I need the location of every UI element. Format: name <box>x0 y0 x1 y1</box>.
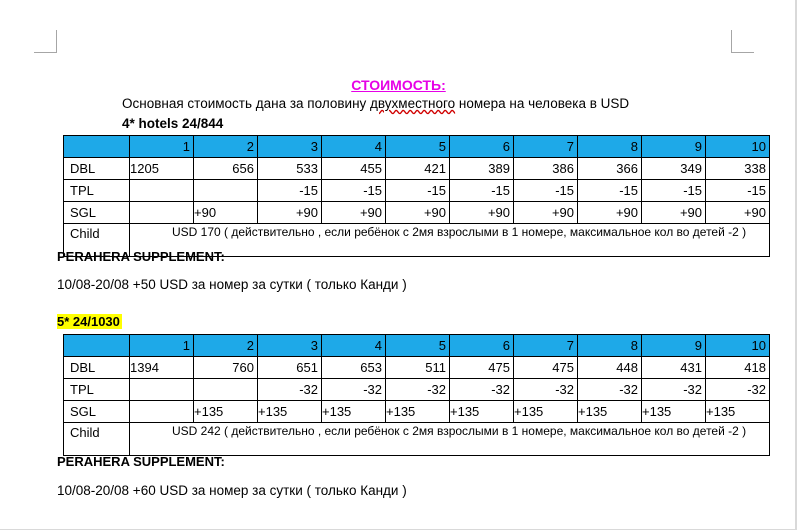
price-description <box>122 96 629 111</box>
price-cell: -32 <box>642 379 706 401</box>
price-cell: -15 <box>450 180 514 202</box>
subtitle-text-2: номера на человека в USD <box>455 96 630 111</box>
price-cell: +135 <box>258 401 322 423</box>
row-label: TPL <box>64 379 130 401</box>
header-cell: 1 <box>130 136 194 158</box>
child-note: USD 170 ( действительно , если ребёнок с 2мя взрослыми в 1 номере, максимальное кол во детей -2 ) <box>130 224 770 257</box>
supplement-title: PERAHERA SUPPLEMENT: <box>57 454 225 469</box>
section-heading-5star: 5* 24/1030 <box>57 314 120 329</box>
row-label: TPL <box>64 180 130 202</box>
header-cell: 6 <box>450 136 514 158</box>
header-cell: 7 <box>514 335 578 357</box>
price-cell: -15 <box>514 180 578 202</box>
header-cell: 10 <box>706 136 770 158</box>
price-cell: +90 <box>514 202 578 224</box>
header-cell: 2 <box>194 136 258 158</box>
price-cell: +90 <box>642 202 706 224</box>
price-cell: 656 <box>194 158 258 180</box>
price-cell: 338 <box>706 158 770 180</box>
price-cell: 389 <box>450 158 514 180</box>
document-title: СТОИМОСТЬ: <box>351 77 446 93</box>
header-cell: 4 <box>322 335 386 357</box>
spellcheck-word: двухместного <box>370 96 456 111</box>
price-cell: -15 <box>386 180 450 202</box>
price-cell <box>194 180 258 202</box>
header-cell <box>64 335 130 357</box>
table-row-dbl <box>64 357 770 379</box>
header-cell: 8 <box>578 335 642 357</box>
table-row-sgl <box>64 202 770 224</box>
row-label: SGL <box>64 401 130 423</box>
row-label: DBL <box>64 357 130 379</box>
table-row-child <box>64 423 770 456</box>
row-label: Child <box>64 423 130 456</box>
price-cell: +90 <box>386 202 450 224</box>
table-header-row <box>64 335 770 357</box>
header-cell: 4 <box>322 136 386 158</box>
price-cell: -32 <box>386 379 450 401</box>
child-note: USD 242 ( действительно , если ребёнок с 2мя взрослыми в 1 номере, максимальное кол во детей -2 ) <box>130 423 770 456</box>
price-cell: 475 <box>450 357 514 379</box>
price-cell <box>130 202 194 224</box>
row-label: DBL <box>64 158 130 180</box>
price-cell: -32 <box>258 379 322 401</box>
price-cell: 386 <box>514 158 578 180</box>
price-cell <box>130 379 194 401</box>
price-table-4star <box>63 135 770 257</box>
header-cell: 5 <box>386 335 450 357</box>
price-cell: +90 <box>258 202 322 224</box>
price-cell: +90 <box>194 202 258 224</box>
price-cell: -15 <box>578 180 642 202</box>
price-cell: +135 <box>706 401 770 423</box>
price-cell: 421 <box>386 158 450 180</box>
price-cell: 455 <box>322 158 386 180</box>
crop-mark-top-left <box>34 30 57 53</box>
price-cell: +135 <box>322 401 386 423</box>
price-cell: +135 <box>642 401 706 423</box>
price-cell: +135 <box>450 401 514 423</box>
table-row-sgl <box>64 401 770 423</box>
price-cell: -15 <box>642 180 706 202</box>
price-cell <box>130 180 194 202</box>
price-cell <box>130 401 194 423</box>
price-cell: +135 <box>514 401 578 423</box>
price-cell: +90 <box>450 202 514 224</box>
price-cell: 760 <box>194 357 258 379</box>
crop-mark-top-right <box>731 30 754 53</box>
price-cell: +135 <box>386 401 450 423</box>
header-cell: 5 <box>386 136 450 158</box>
price-cell: 475 <box>514 357 578 379</box>
header-cell: 9 <box>642 335 706 357</box>
table-row-tpl <box>64 379 770 401</box>
table-header-row <box>64 136 770 158</box>
header-cell: 10 <box>706 335 770 357</box>
price-cell: 366 <box>578 158 642 180</box>
price-cell: +90 <box>322 202 386 224</box>
header-cell: 7 <box>514 136 578 158</box>
header-cell: 3 <box>258 136 322 158</box>
price-cell: +135 <box>578 401 642 423</box>
header-cell: 6 <box>450 335 514 357</box>
price-cell: 448 <box>578 357 642 379</box>
price-cell <box>194 379 258 401</box>
price-cell: -15 <box>258 180 322 202</box>
row-label: SGL <box>64 202 130 224</box>
price-cell: 653 <box>322 357 386 379</box>
price-cell: 431 <box>642 357 706 379</box>
price-table-5star <box>63 334 770 456</box>
header-cell <box>64 136 130 158</box>
price-cell: 651 <box>258 357 322 379</box>
price-cell: 349 <box>642 158 706 180</box>
price-cell: -32 <box>706 379 770 401</box>
price-cell: 533 <box>258 158 322 180</box>
price-cell: +90 <box>578 202 642 224</box>
supplement-title: PERAHERA SUPPLEMENT: <box>57 249 225 264</box>
header-cell: 2 <box>194 335 258 357</box>
supplement-text: 10/08-20/08 +50 USD за номер за сутки ( только Канди ) <box>57 277 407 292</box>
header-cell: 1 <box>130 335 194 357</box>
header-cell: 9 <box>642 136 706 158</box>
price-cell: -32 <box>322 379 386 401</box>
header-cell: 3 <box>258 335 322 357</box>
price-cell: -32 <box>514 379 578 401</box>
price-cell: -32 <box>450 379 514 401</box>
price-cell: -15 <box>322 180 386 202</box>
header-cell: 8 <box>578 136 642 158</box>
price-cell: 1205 <box>130 158 194 180</box>
table-row-tpl <box>64 180 770 202</box>
price-cell: +135 <box>194 401 258 423</box>
price-cell: 511 <box>386 357 450 379</box>
price-cell: -32 <box>578 379 642 401</box>
section-heading-4star: 4* hotels 24/844 <box>122 116 224 131</box>
subtitle-text-1: Основная стоимость дана за половину <box>122 96 371 111</box>
supplement-text: 10/08-20/08 +60 USD за номер за сутки ( только Канди ) <box>57 483 407 498</box>
price-cell: +90 <box>706 202 770 224</box>
table-row-dbl <box>64 158 770 180</box>
row-label: Child <box>64 224 130 257</box>
price-cell: -15 <box>706 180 770 202</box>
price-cell: 418 <box>706 357 770 379</box>
price-cell: 1394 <box>130 357 194 379</box>
